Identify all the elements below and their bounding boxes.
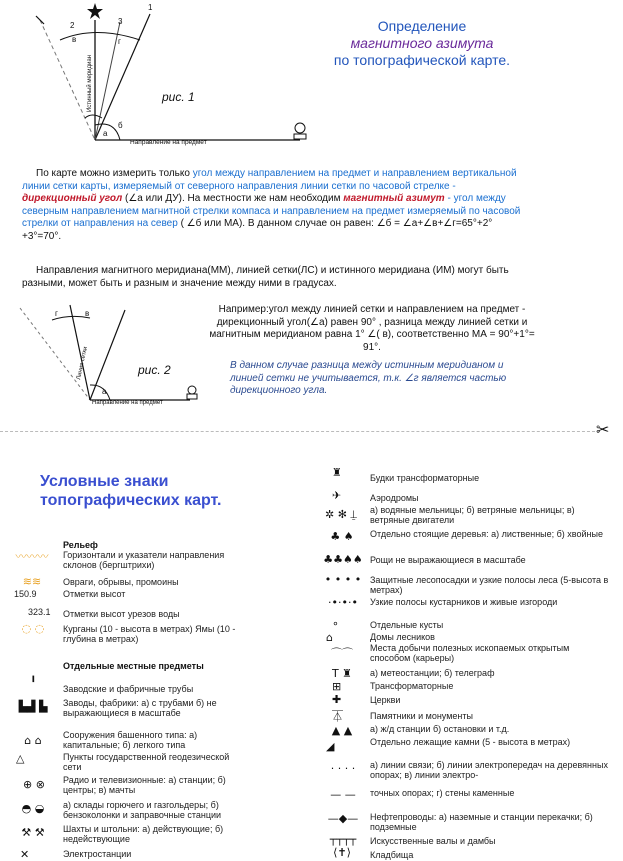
rail-station-icon: ▲ ▲ [331, 724, 353, 737]
legend-geodetic: Пункты государственной геодезической сети [63, 752, 230, 772]
legend-chimneys: Заводские и фабричные трубы [63, 684, 194, 694]
chimney-icon: ╹ [30, 676, 37, 689]
power-line-icon: · · · · [330, 762, 356, 775]
heading-line1: Определение [377, 18, 467, 34]
forester-house-icon: ⌂ [326, 631, 333, 644]
legend-monuments: Памятники и монументы [370, 711, 473, 721]
paragraph-3: Например:угол между линией сетки и направлением на предмет - дирекционный угол(∠а) равен 90° , разница между линией сетки и магнитным меридианом равна 1° ∠( в), соответственно МА = 90°+1°= 91°. [209, 304, 535, 353]
paragraph-4: В данном случае разница между истинным меридианом и линией сетки не учитывается, т.к. ∠г является частью дирекционного угла. [230, 360, 507, 396]
para1-d: (∠а или ДУ). На местности же нам необходим [124, 193, 341, 204]
legend-boulders: Отдельно лежащие камни (5 - высота в метрах) [370, 737, 571, 747]
mill-icon: ✲ ✻ ⍊ [324, 508, 358, 521]
fig1-label-1: 1 [148, 3, 153, 12]
monument-icon: ⏄ [332, 710, 343, 723]
figure-1-diagram [30, 0, 320, 160]
north-star-icon [87, 3, 103, 19]
fig2-grid-label: Линия сетки [76, 346, 89, 381]
legend-mounds: Курганы (10 - высота в метрах) Ямы (10 - глубина в метрах) [63, 624, 236, 644]
para1-a: По карте можно измерить только [36, 168, 190, 179]
legend-head-relief: Рельеф [63, 540, 98, 550]
boulder-icon: ◢ [326, 740, 335, 753]
transformer-icon: ♜ [332, 466, 342, 479]
legend-transformer: Будки трансформаторные [370, 473, 480, 483]
legend-fuel: а) склады горючего и газгольдеры; б) бензоколонки и заправочные станции [63, 800, 222, 820]
airfield-icon: ✈ [332, 489, 342, 502]
legend-mills: а) водяные мельницы; б) ветряные мельницы; в) ветряные двигатели [370, 505, 575, 525]
legend-elevations: Отметки высот [63, 589, 126, 599]
hedge-icon: ·•·•·• [328, 596, 358, 609]
legend-rail-stations: а) ж/д станции б) остановки и т.д. [370, 724, 510, 734]
legend-radio: Радио и телевизионные: а) станции; б) центры; в) мачты [63, 775, 226, 795]
cemetery-icon: ⟨✝⟩ [333, 846, 351, 859]
pipeline-icon: —◆— [327, 812, 359, 825]
legend-towers: Сооружения башенного типа: а) капитальные; б) легкого типа [63, 730, 198, 750]
bush-icon: ∘ [332, 617, 339, 630]
para1-b: угол между направлением на предмет и направлением вертикальной линии сетки карты, измеряемый от северного направления линии сетки по часовой стрелке - [22, 168, 517, 192]
legend-power-lines: а) линии связи; б) линии электропередач на деревянных опорах; в) линии электро- [370, 760, 608, 780]
legend-mines: Шахты и штольни: а) действующие; б) недействующие [63, 824, 224, 844]
mine-icon: ⚒ ⚒ [21, 826, 45, 839]
radio-icon: ⊕ ⊗ [23, 778, 45, 791]
legend-airfield: Аэродромы [370, 493, 419, 503]
fig1-caption: рис. 1 [162, 90, 195, 104]
para1-g: ( ∠б или МА). В данном случае он равен: ∠б = ∠а+∠в+∠г=65°+2°+3°=70°. [22, 218, 493, 242]
figure-2-diagram [10, 300, 210, 410]
legend-churches: Церкви [370, 695, 401, 705]
legend-walls: точных опорах; г) стены каменные [370, 788, 515, 798]
grove-icon: ♣♣♠♠ [323, 553, 363, 566]
symbols-title-line2: топографических карт. [40, 492, 222, 509]
legend-water-num: 323.1 [28, 607, 51, 617]
fig2-caption: рис. 2 [138, 363, 171, 377]
wall-icon: — — [330, 788, 356, 801]
legend-water-levels: Отметки высот урезов воды [63, 609, 180, 619]
legend-substations: Трансформаторные [370, 681, 454, 691]
scissors-icon: ✂ [596, 420, 610, 439]
shelterbelt-icon: • • • • [324, 573, 362, 586]
fig1-label-2: 2 [70, 21, 75, 30]
page-heading [312, 18, 532, 69]
fig2-label-a: а [102, 387, 107, 396]
fig2-label-v: в [85, 309, 90, 318]
para1-f: - угол между северным направлением магнитной стрелки компаса и направлением на предмет измеряемый по часовой стрелки от направления на север [22, 193, 521, 229]
fig2-label-g: г [55, 309, 58, 318]
page-divider [0, 431, 600, 432]
legend-embankments: Искусственные валы и дамбы [370, 836, 496, 846]
fig1-label-g: г [118, 37, 121, 46]
legend-power: Электростанции [63, 849, 132, 859]
church-icon: ✚ [332, 693, 342, 706]
fig1-label-v: в [72, 35, 77, 44]
legend-contours: Горизонтали и указатели направления склонов (бергштрихи) [63, 550, 225, 570]
contour-lines-icon: 〰〰〰 [15, 550, 49, 563]
factory-icon: ▙▟ ▙ [18, 700, 48, 713]
embankment-icon: ┬┬┬┬ [329, 833, 357, 846]
fig1-meridian-label: Истинный меридиан [87, 54, 93, 112]
fig1-label-a: а [103, 129, 108, 138]
legend-groves: Рощи не выражающиеся в масштабе [370, 555, 526, 565]
paragraph-1 [22, 168, 522, 243]
legend-hedges: Узкие полосы кустарников и живые изгороди [370, 597, 558, 607]
legend-pipelines: Нефтепроводы: а) наземные и станции перекачки; б) подземные [370, 812, 593, 832]
legend-quarries: Места добычи полезных ископаемых открытым способом (карьеры) [370, 643, 570, 663]
fuel-depot-icon: ◓ ◒ [21, 802, 45, 815]
fig1-direction-label: Направление на предмет [130, 139, 207, 146]
legend-bushes: Отдельные кусты [370, 620, 444, 630]
paragraph-2: Направления магнитного меридиана(ММ), линией сетки(ЛС) и истинного меридиана (ИМ) могут быть разными, может быть и разным и значение между ними в градусах. [22, 265, 509, 289]
heading-line2: магнитного азимута [350, 35, 494, 51]
substation-icon: ⊞ [332, 680, 342, 693]
heading-line3: по топографической карте. [333, 52, 511, 68]
geodetic-point-icon: △ [16, 752, 25, 765]
legend-cemeteries: Кладбища [370, 850, 414, 860]
ravine-icon: ≋≋ [22, 575, 42, 588]
mound-icon: ◌ ◌ [21, 622, 45, 635]
quarry-icon: ⌒⌒ [331, 647, 353, 660]
legend-weather: а) метеостанции; б) телеграф [370, 668, 495, 678]
para1-c: дирекционный угол [22, 193, 123, 204]
power-station-icon: ✕ [20, 848, 30, 861]
legend-shelterbelts: Защитные лесопосадки и узкие полосы леса (5-высота в метрах) [370, 575, 609, 595]
legend-ravines: Овраги, обрывы, промоины [63, 577, 179, 587]
para1-e: магнитный азимут [343, 193, 445, 204]
symbols-title [40, 472, 300, 510]
legend-factories: Заводы, фабрики: а) с трубами б) не выражающиеся в масштабе [63, 698, 217, 718]
symbols-title-line1: Условные знаки [40, 473, 169, 490]
legend-trees: Отдельно стоящие деревья: а) лиственные; б) хвойные [370, 529, 603, 539]
tower-icon: ⌂ ⌂ [24, 734, 42, 747]
fig1-label-3: 3 [118, 17, 123, 26]
fig2-direction-label: Направление на предмет [92, 400, 163, 406]
fig1-label-b: б [118, 121, 123, 130]
tree-icon: ♣ ♠ [330, 530, 354, 543]
legend-head-local: Отдельные местные предметы [63, 661, 204, 671]
legend-elev-num: 150.9 [14, 589, 37, 599]
legend-forester: Домы лесников [370, 632, 435, 642]
weather-station-icon: T ♜ [331, 667, 353, 680]
